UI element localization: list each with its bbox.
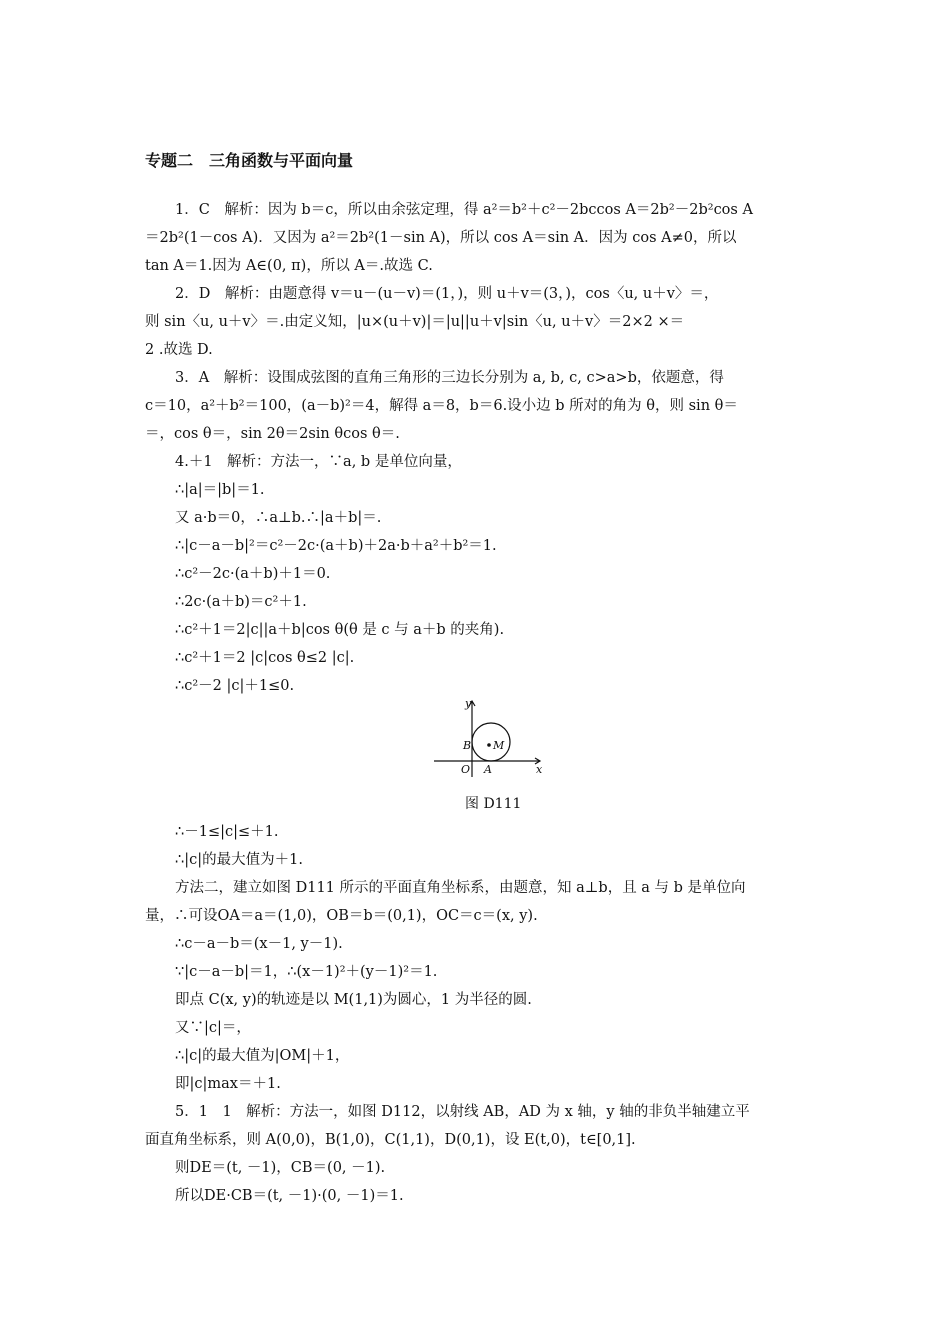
text-line: 量，∴可设OA＝a＝(1,0)，OB＝b＝(0,1)，OC＝c＝(x, y).	[145, 908, 538, 924]
text-line: ∴|c|的最大值为|OM|＋1，	[175, 1048, 350, 1064]
text-line: 5．1 1 解析：方法一，如图 D112，以射线 AB，AD 为 x 轴，y 轴的非负半轴建立平	[175, 1104, 750, 1120]
text-line: c＝10，a²＋b²＝100，(a－b)²＝4，解得 a＝8，b＝6.设小边 b 所对的角为 θ，则 sin θ＝	[145, 398, 738, 414]
text-line: 又 a·b＝0，∴a⊥b.∴|a＋b|＝.	[175, 510, 382, 526]
text-line: 2 .故选 D.	[145, 342, 213, 358]
text-line: ∴c²－2 |c|＋1≤0.	[175, 678, 295, 694]
text-line: 则DE＝(t, －1)，CB＝(0, －1).	[175, 1160, 386, 1176]
text-line: ∴|c|的最大值为＋1.	[175, 852, 303, 868]
origin-label: O	[461, 763, 471, 776]
text-line: ∴c²＋1＝2|c||a＋b|cos θ(θ 是 c 与 a＋b 的夹角).	[175, 622, 505, 638]
text-line: ∴c²＋1＝2 |c|cos θ≤2 |c|.	[175, 650, 355, 666]
text-line: ∵|c－a－b|＝1，∴(x－1)²＋(y－1)²＝1.	[175, 964, 438, 980]
text-line: 3．A 解析：设围成弦图的直角三角形的三边长分别为 a, b, c, c>a>b，依题意，得	[175, 370, 724, 386]
text-line: 1．C 解析：因为 b＝c，所以由余弦定理，得 a²＝b²＋c²－2bccos A＝2b²－2b²cos A	[175, 202, 753, 218]
text-line: ＝2b²(1－cos A)．又因为 a²＝2b²(1－sin A)，所以 cos A＝sin A．因为 cos A≠0，所以	[145, 230, 737, 246]
text-line: 面直角坐标系，则 A(0,0)，B(1,0)，C(1,1)，D(0,1)，设 E(t,0)，t∈[0,1].	[145, 1132, 636, 1148]
text-line: 2．D 解析：由题意得 v＝u－(u－v)＝(1，)，则 u＋v＝(3，)，cos〈u, u＋v〉＝，	[175, 286, 719, 302]
text-line: ∴|a|＝|b|＝1.	[175, 482, 265, 498]
coordinate-figure	[434, 697, 546, 777]
text-line: 所以DE·CB＝(t, －1)·(0, －1)＝1.	[175, 1188, 404, 1204]
unit-circle	[472, 723, 510, 761]
text-line: 又∵|c|＝，	[175, 1020, 251, 1036]
point-m-label: M	[493, 739, 505, 752]
text-line: ＝，cos θ＝，sin 2θ＝2sin θcos θ＝.	[145, 426, 400, 442]
x-label: x	[536, 763, 543, 776]
text-line: 方法二，建立如图 D111 所示的平面直角坐标系，由题意，知 a⊥b，且 a 与 b 是单位向	[175, 880, 746, 896]
point-a-label: A	[484, 763, 492, 776]
point-b-label: B	[463, 739, 472, 752]
text-line: 4.＋1 解析：方法一，∵a, b 是单位向量，	[175, 454, 462, 470]
text-line: ∴－1≤|c|≤＋1.	[175, 824, 279, 840]
text-line: ∴c－a－b＝(x－1, y－1).	[175, 936, 343, 952]
figure-caption: 图 D111	[465, 796, 522, 812]
text-line: ∴c²－2c·(a＋b)＋1＝0.	[175, 566, 331, 582]
text-line: 则 sin〈u, u＋v〉＝.由定义知，|u×(u＋v)|＝|u||u＋v|sin〈u, u＋v〉＝2×2 ×＝	[145, 314, 685, 330]
text-line: 即|c|max＝＋1.	[175, 1076, 281, 1092]
text-line: ∴|c－a－b|²＝c²－2c·(a＋b)＋2a·b＋a²＋b²＝1.	[175, 538, 497, 554]
center-point	[487, 743, 491, 747]
text-line: ∴2c·(a＋b)＝c²＋1.	[175, 594, 307, 610]
text-line: 即点 C(x, y)的轨迹是以 M(1,1)为圆心，1 为半径的圆.	[175, 992, 532, 1008]
text-line: tan A＝1.因为 A∈(0, π)，所以 A＝.故选 C.	[145, 258, 433, 274]
y-label: y	[465, 697, 472, 710]
section-title: 专题二 三角函数与平面向量	[145, 151, 354, 170]
